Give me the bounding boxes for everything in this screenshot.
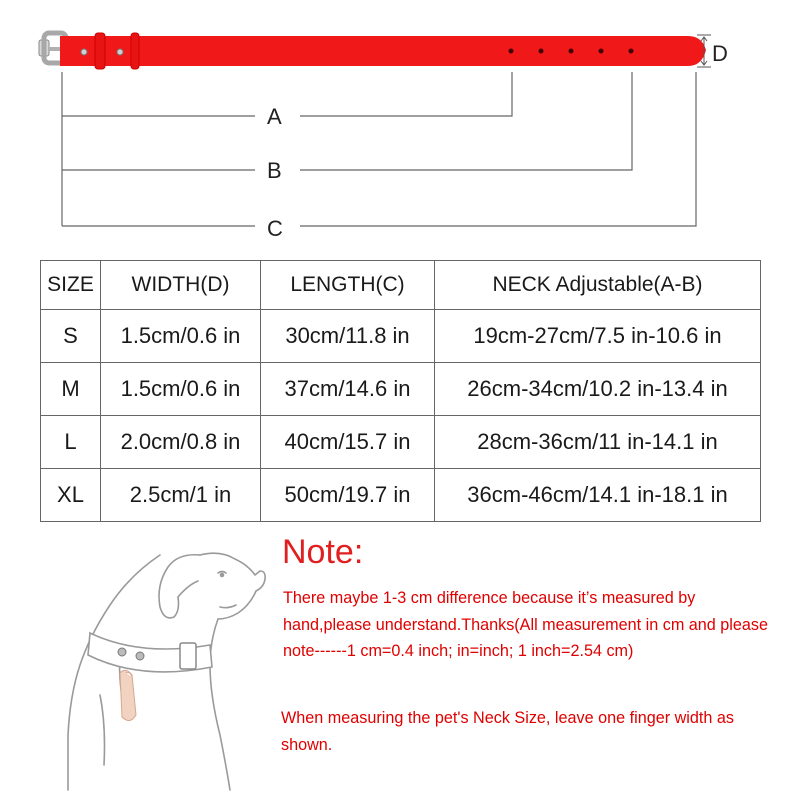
cell-length: 50cm/19.7 in xyxy=(261,469,435,522)
table-row xyxy=(41,363,761,416)
cell-neck: 36cm-46cm/14.1 in-18.1 in xyxy=(435,469,761,522)
label-c: C xyxy=(267,216,283,241)
label-b: B xyxy=(267,158,282,183)
collar-diagram-svg xyxy=(0,0,800,250)
header-length: LENGTH(C) xyxy=(261,261,435,310)
size-table xyxy=(40,260,761,522)
dog-illustration xyxy=(60,545,280,795)
cell-width: 1.5cm/0.6 in xyxy=(101,310,261,363)
note-text: There maybe 1-3 cm difference because it’s measured by hand,please understand.Thanks(All measurement in cm and please note------1 cm=0.4 inch; in=inch; 1 inch=2.54 cm) xyxy=(283,589,769,660)
cell-neck: 19cm-27cm/7.5 in-10.6 in xyxy=(435,310,761,363)
collar-diagram xyxy=(0,0,800,250)
cell-size: S xyxy=(41,310,101,363)
collar-strap xyxy=(60,36,706,66)
finger-icon xyxy=(120,670,136,720)
cell-width: 1.5cm/0.6 in xyxy=(101,363,261,416)
keeper-loop xyxy=(131,33,139,69)
cell-length: 30cm/11.8 in xyxy=(261,310,435,363)
cell-neck: 28cm-36cm/11 in-14.1 in xyxy=(435,416,761,469)
cell-width: 2.0cm/0.8 in xyxy=(101,416,261,469)
cell-length: 37cm/14.6 in xyxy=(261,363,435,416)
header-size: SIZE xyxy=(41,261,101,310)
table-header-row xyxy=(41,261,761,310)
header-width: WIDTH(D) xyxy=(101,261,261,310)
cell-size: M xyxy=(41,363,101,416)
cell-size: L xyxy=(41,416,101,469)
note-title: Note: xyxy=(282,533,364,571)
cell-length: 40cm/15.7 in xyxy=(261,416,435,469)
cell-width: 2.5cm/1 in xyxy=(101,469,261,522)
header-neck: NECK Adjustable(A-B) xyxy=(435,261,761,310)
dog-icon xyxy=(60,545,280,795)
label-a: A xyxy=(267,104,282,129)
cell-neck: 26cm-34cm/10.2 in-13.4 in xyxy=(435,363,761,416)
note-measuring-text: When measuring the pet's Neck Size, leave one finger width as shown. xyxy=(281,709,734,754)
table-row xyxy=(41,469,761,522)
collar-on-dog xyxy=(88,633,212,672)
table-row xyxy=(41,310,761,363)
label-d: D xyxy=(712,41,728,66)
cell-size: XL xyxy=(41,469,101,522)
keeper-loop xyxy=(95,33,105,69)
table-row xyxy=(41,416,761,469)
